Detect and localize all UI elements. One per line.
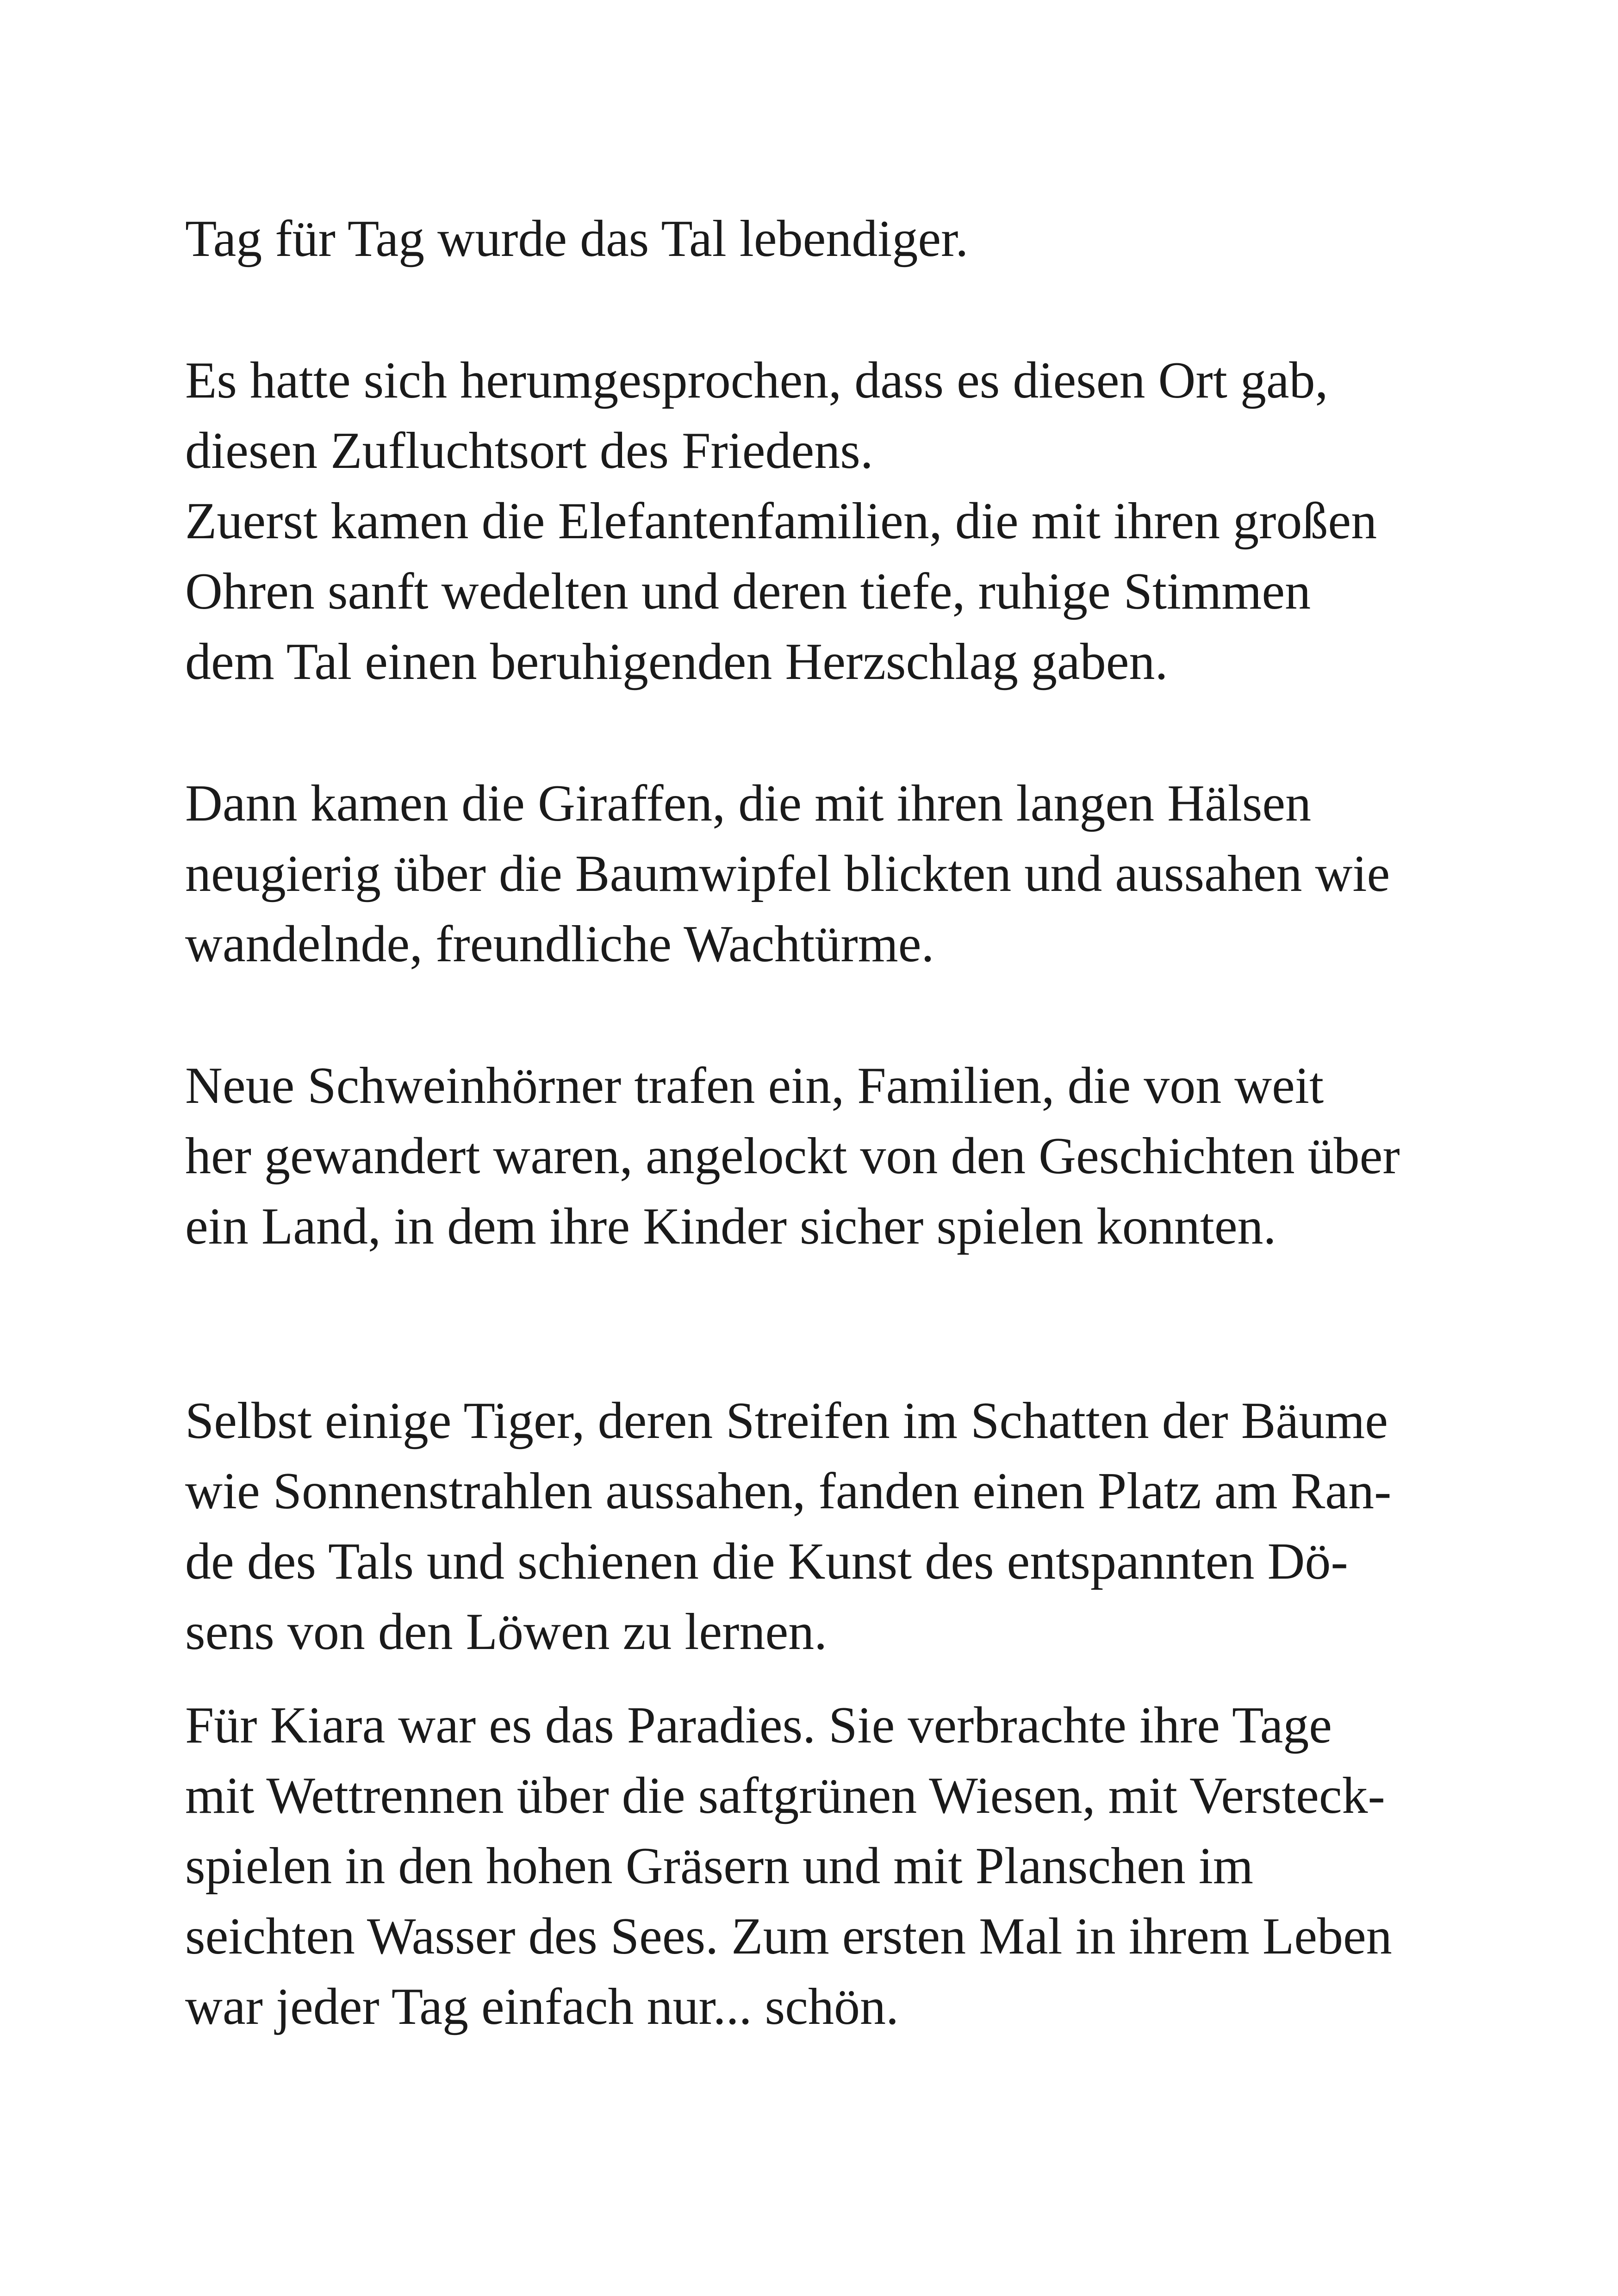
text-line: spielen in den hohen Gräsern und mit Planschen im: [185, 1837, 1253, 1895]
paragraph: [185, 768, 1481, 979]
text-line: Neue Schweinhörner trafen ein, Familien, die von weit: [185, 1057, 1324, 1114]
text-line: seichten Wasser des Sees. Zum ersten Mal in ihrem Leben: [185, 1908, 1392, 1965]
text-line: ein Land, in dem ihre Kinder sicher spielen konnten.: [185, 1198, 1276, 1255]
paragraph: [185, 1690, 1481, 2042]
text-line: Es hatte sich herumgesprochen, dass es diesen Ort gab,: [185, 352, 1328, 409]
text-line: war jeder Tag einfach nur... schön.: [185, 1978, 899, 2035]
text-line: wandelnde, freundliche Wachtürme.: [185, 915, 934, 973]
text-line: her gewandert waren, angelockt von den Geschichten über: [185, 1127, 1400, 1185]
text-line: mit Wettrennen über die saftgrünen Wiesen, mit Versteck-: [185, 1767, 1385, 1824]
text-line: Für Kiara war es das Paradies. Sie verbrachte ihre Tage: [185, 1697, 1332, 1754]
text-line: Ohren sanft wedelten und deren tiefe, ruhige Stimmen: [185, 563, 1311, 620]
text-line: diesen Zufluchtsort des Friedens.: [185, 422, 873, 479]
text-line: Dann kamen die Giraffen, die mit ihren langen Hälsen: [185, 775, 1312, 832]
paragraph: [185, 1386, 1481, 1667]
text-line: Zuerst kamen die Elefantenfamilien, die mit ihren großen: [185, 492, 1377, 550]
text-line: Tag für Tag wurde das Tal lebendiger.: [185, 210, 969, 268]
text-line: sens von den Löwen zu lernen.: [185, 1603, 828, 1661]
paragraph: [185, 204, 1481, 274]
text-line: Selbst einige Tiger, deren Streifen im Schatten der Bäume: [185, 1392, 1388, 1450]
text-line: neugierig über die Baumwipfel blickten und aussahen wie: [185, 845, 1390, 902]
paragraph: [185, 1051, 1481, 1262]
paragraph: [185, 345, 1481, 697]
text-line: wie Sonnenstrahlen aussahen, fanden einen Platz am Ran-: [185, 1462, 1392, 1520]
text-line: de des Tals und schienen die Kunst des entspannten Dö-: [185, 1533, 1348, 1590]
text-line: dem Tal einen beruhigenden Herzschlag gaben.: [185, 633, 1168, 691]
